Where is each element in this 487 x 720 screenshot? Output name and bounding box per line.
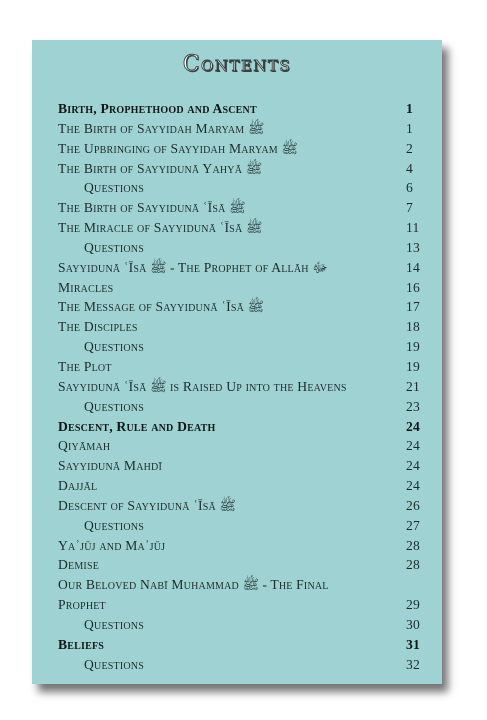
toc-page-number: 1 [406,120,413,136]
toc-entry-label: The Upbringing of Sayyidah Maryam ﷺ [58,140,298,156]
toc-entry-questions[interactable] [58,337,426,357]
toc-entry[interactable] [58,496,426,516]
toc-entry-label: Our Beloved Nabī Muhammad ﷺ - The Final Prophet [58,577,329,613]
toc-page-number: 17 [406,299,420,315]
contents-page [32,40,442,684]
toc-entry[interactable] [58,555,426,575]
toc-entry-label: The Message of Sayyidunā ʿĪsā ﷺ [58,299,265,315]
toc-entry-questions[interactable] [58,238,426,258]
toc-page-number: 24 [406,458,420,474]
toc-entry[interactable] [58,357,426,377]
toc-entry[interactable] [58,575,426,615]
toc-entry-label: Qiyāmah [58,438,111,454]
toc-page-number: 24 [406,438,420,454]
toc-page-number: 29 [406,597,420,613]
toc-entry[interactable] [58,139,426,159]
toc-page-number: 18 [406,319,420,335]
toc-entry-questions[interactable] [58,655,426,675]
toc-entry-label: The Disciples [58,319,138,335]
toc-page-number: 14 [406,259,420,275]
toc-entry-label: Questions [84,398,144,414]
toc-entry-label: Questions [84,239,144,255]
toc-entry-label: Miracles [58,279,114,295]
toc-entry-section[interactable] [58,635,426,655]
toc-page-number: 11 [406,220,420,236]
toc-entry[interactable] [58,119,426,139]
toc-entry[interactable] [58,456,426,476]
toc-entry-label: Questions [84,616,144,632]
toc-page-number: 19 [406,339,420,355]
toc-page-number: 30 [406,616,420,632]
toc-entry-label: Demise [58,557,100,573]
toc-entry-label: Descent, Rule and Death [58,418,216,434]
toc-entry[interactable] [58,198,426,218]
toc-entry[interactable] [58,218,426,238]
toc-entry-label: The Birth of Sayyidah Maryam ﷺ [58,120,265,136]
toc-page-number: 2 [406,140,413,156]
toc-entry-label: The Miracle of Sayyidunā ʿĪsā ﷺ [58,220,263,236]
toc-entry[interactable] [58,278,426,298]
toc-page-number: 13 [406,239,420,255]
toc-page-number: 16 [406,279,420,295]
toc-entry[interactable] [58,317,426,337]
toc-entry[interactable] [58,536,426,556]
toc-entry-label: Sayyidunā Mahdī [58,458,163,474]
toc-entry[interactable] [58,159,426,179]
toc-entry[interactable] [58,476,426,496]
toc-page-number: 28 [406,537,420,553]
toc-entry-label: Questions [84,339,144,355]
toc-page-number: 21 [406,378,420,394]
toc-entry-label: The Birth of Sayyidunā Yahyā ﷺ [58,160,263,176]
toc-entry-label: Questions [84,180,144,196]
toc-entry-label: Yaʾjūj and Maʾjūj [58,537,166,553]
toc-page-number: 1 [406,101,413,116]
toc-page-number: 26 [406,497,420,513]
toc-page-number: 27 [406,517,420,533]
toc-entry-label: Sayyidunā ʿĪsā ﷺ is Raised Up into the Heavens [58,378,347,394]
toc-entry-questions[interactable] [58,615,426,635]
toc-page-number: 24 [406,478,420,494]
toc-entry-label: Beliefs [58,636,105,652]
toc-entry-label: Questions [84,517,144,533]
toc-entry-questions[interactable] [58,178,426,198]
toc-entry-label: Birth, Prophethood and Ascent [58,101,257,116]
page-title: Contents [182,52,292,77]
toc-entry-label: Questions [84,656,144,672]
toc-entry[interactable] [58,436,426,456]
toc-entry-label: Descent of Sayyidunā ʿĪsā ﷺ [58,497,236,513]
toc-entry[interactable] [58,297,426,317]
toc-page-number: 31 [406,636,420,652]
toc-page-number: 6 [406,180,413,196]
toc-page-number: 7 [406,200,413,216]
toc-entry-label: Sayyidunā ʿĪsā ﷺ - The Prophet of Allāh ﷻ [58,259,328,275]
toc-page-number: 19 [406,358,420,374]
toc-page-number: 24 [406,418,420,434]
toc-page-number: 23 [406,398,420,414]
toc-entry-label: The Plot [58,358,112,374]
toc-entry-questions[interactable] [58,397,426,417]
toc-entry-label: Dajjāl [58,478,98,494]
toc-entry[interactable] [58,258,426,278]
toc-entry-section[interactable] [58,99,426,119]
table-of-contents [58,99,426,674]
toc-entry-label: The Birth of Sayyidunā ʿĪsā ﷺ [58,200,246,216]
toc-page-number: 28 [406,557,420,573]
toc-entry-section[interactable] [58,417,426,437]
toc-page-number: 4 [406,160,413,176]
toc-entry-questions[interactable] [58,516,426,536]
toc-page-number: 32 [406,656,420,672]
toc-entry[interactable] [58,377,426,397]
